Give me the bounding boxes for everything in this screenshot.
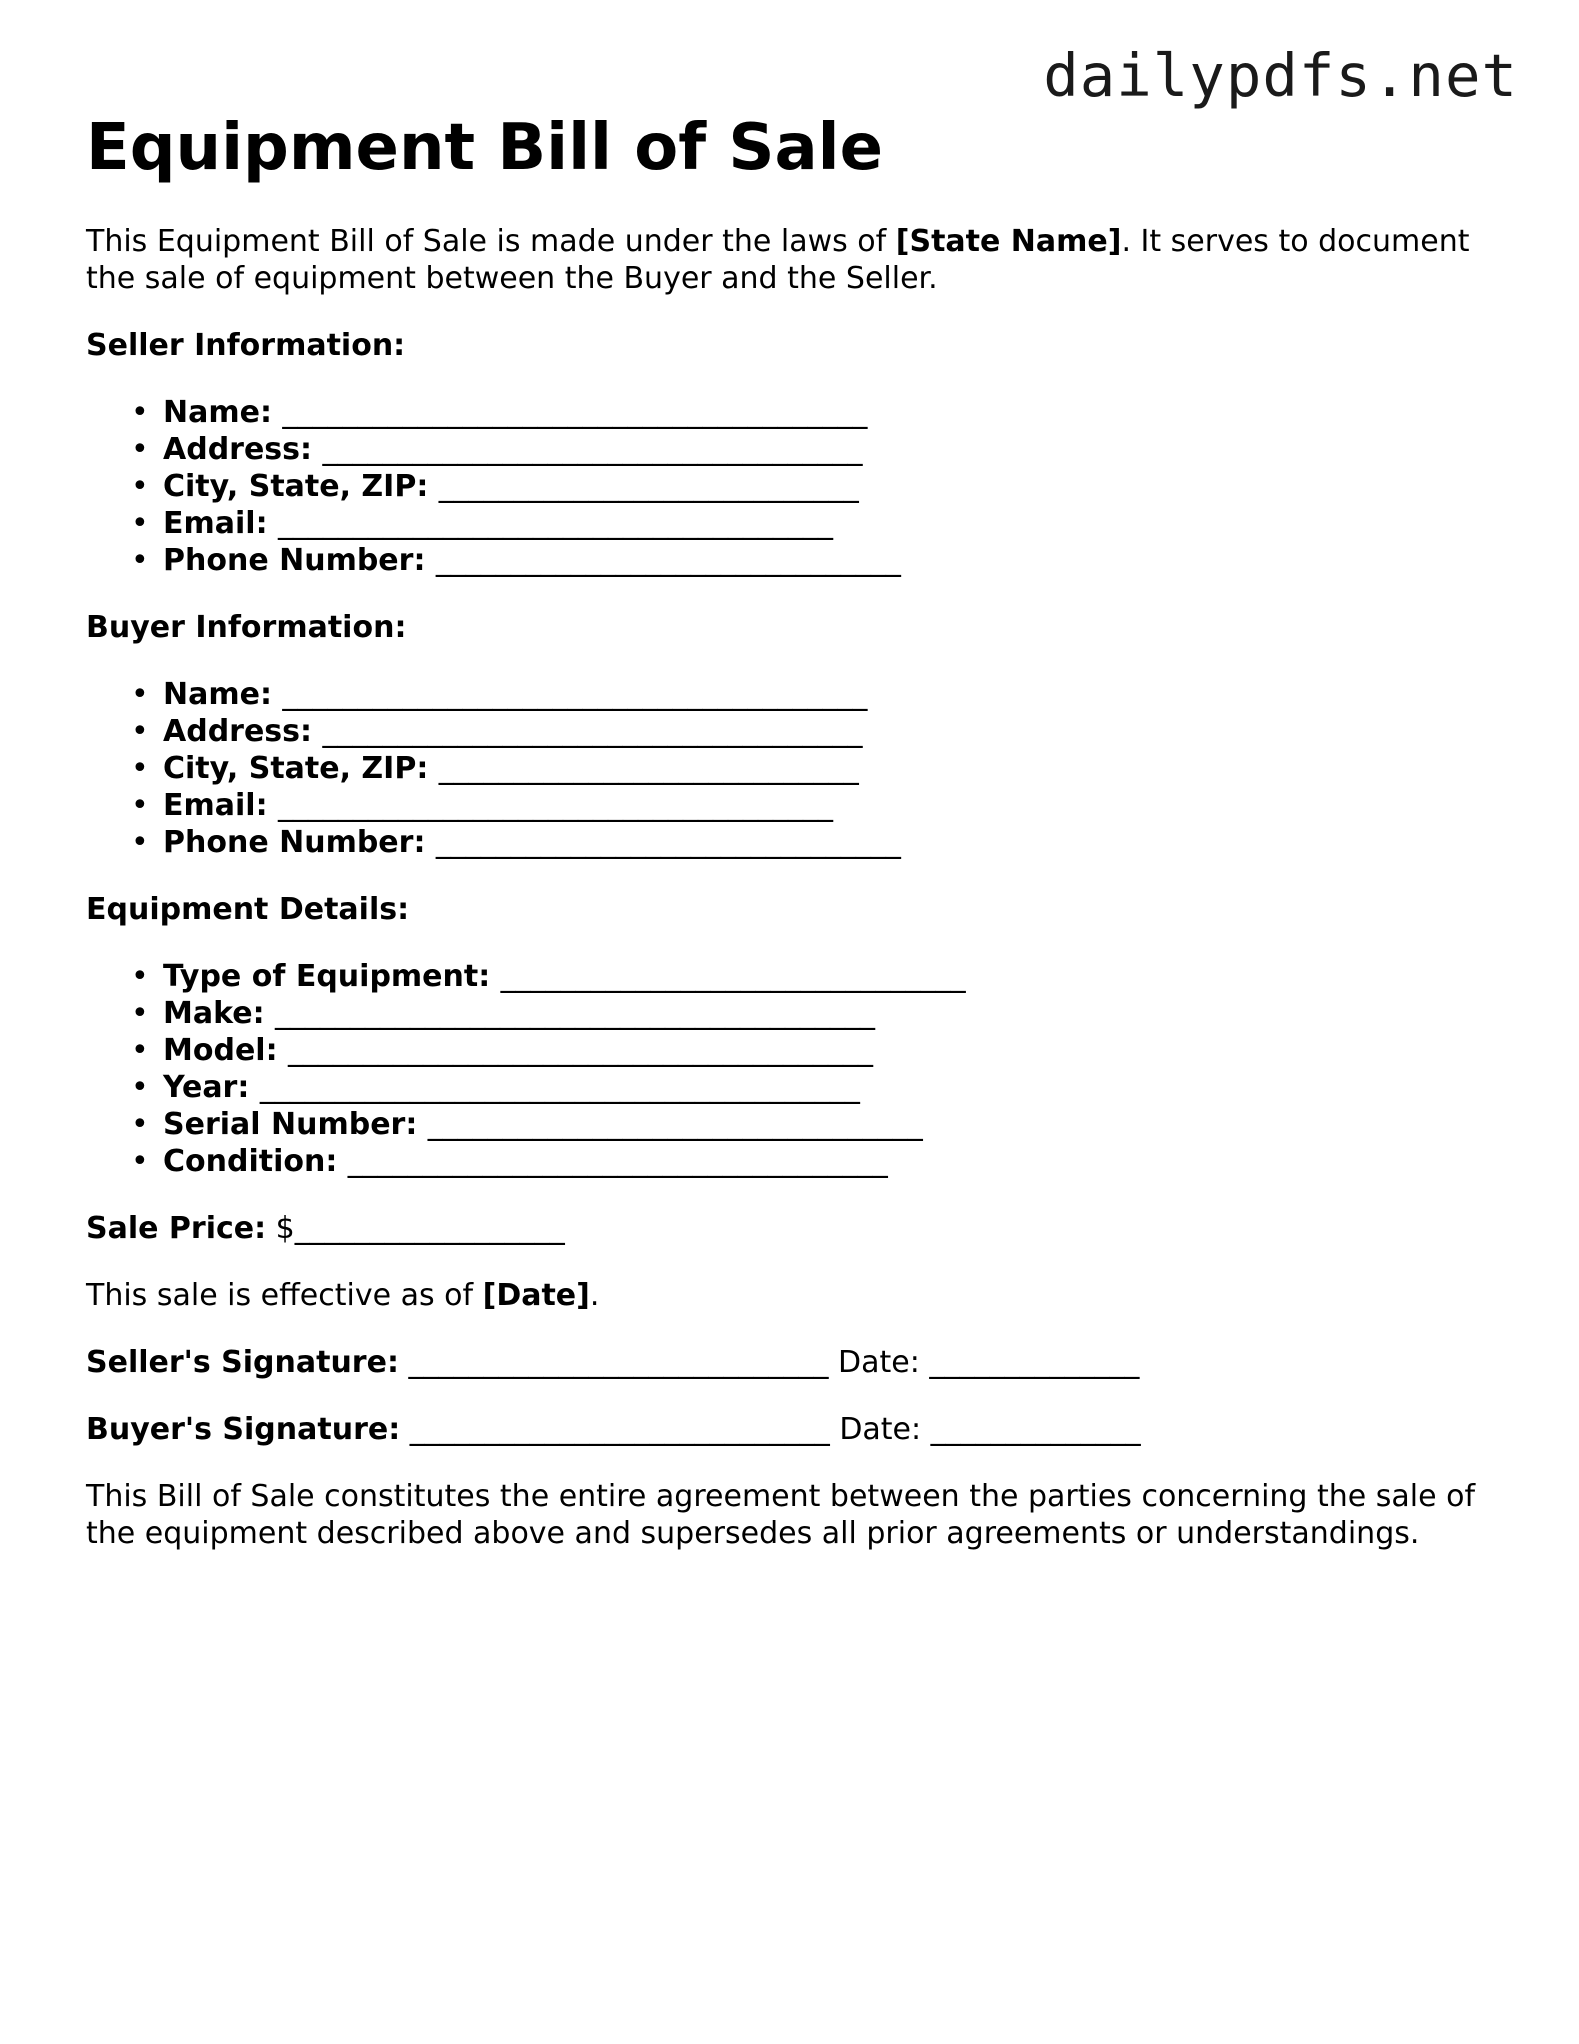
seller-email-field (163, 505, 1506, 542)
intro-paragraph (86, 223, 1506, 297)
field-blank[interactable]: ____________________________________ (347, 1143, 888, 1179)
field-label: Name: (163, 676, 272, 712)
seller-section-heading: Seller Information: (86, 327, 406, 363)
buyer-fields-list (86, 676, 1506, 861)
seller-signature-row (86, 1344, 1506, 1381)
field-label: Email: (163, 787, 268, 823)
equipment-section-heading: Equipment Details: (86, 891, 410, 927)
field-blank[interactable]: _______________________________ (500, 958, 966, 994)
watermark-text: dailypdfs.net (1043, 41, 1518, 110)
field-label: Phone Number: (163, 542, 426, 578)
equipment-model-field (163, 1032, 1506, 1069)
field-label: Condition: (163, 1143, 338, 1179)
equipment-fields-list (86, 958, 1506, 1180)
closing-paragraph: This Bill of Sale constitutes the entire agreement between the parties concerning the sale of the equipment described above and supersedes all prior agreements or understandings. (86, 1478, 1476, 1551)
seller-signature-line[interactable]: ____________________________ (408, 1344, 829, 1380)
field-blank[interactable]: ____________________________ (438, 750, 859, 786)
field-label: Name: (163, 394, 272, 430)
sale-price-line (86, 1210, 1506, 1247)
field-blank[interactable]: ________________________________________ (259, 1069, 860, 1105)
field-label: Year: (163, 1069, 250, 1105)
equipment-type-field (163, 958, 1506, 995)
seller-city-state-zip-field (163, 468, 1506, 505)
field-label: Model: (163, 1032, 278, 1068)
field-label: City, State, ZIP: (163, 750, 429, 786)
buyer-section-heading: Buyer Information: (86, 609, 407, 645)
document-title: Equipment Bill of Sale (86, 111, 883, 185)
effective-date-line (86, 1277, 1506, 1314)
seller-signature-date[interactable]: Date: ______________ (838, 1344, 1140, 1380)
field-blank[interactable]: _______________________________________ (282, 676, 868, 712)
field-label: City, State, ZIP: (163, 468, 429, 504)
sale-price-label: Sale Price: (86, 1210, 267, 1246)
sale-price-blank[interactable]: $__________________ (275, 1210, 565, 1246)
buyer-signature-line[interactable]: ____________________________ (409, 1411, 830, 1447)
seller-fields-list (86, 394, 1506, 579)
field-blank[interactable]: ________________________________________ (275, 995, 876, 1031)
buyer-signature-label: Buyer's Signature: (86, 1411, 401, 1447)
field-blank[interactable]: ____________________________________ (322, 431, 863, 467)
state-name-placeholder: [State Name] (895, 223, 1122, 259)
field-blank[interactable]: _____________________________________ (278, 787, 834, 823)
field-blank[interactable]: ____________________________ (438, 468, 859, 504)
document-page (86, 112, 1506, 1552)
seller-name-field (163, 394, 1506, 431)
effective-text-before: This sale is effective as of (86, 1277, 483, 1313)
date-placeholder: [Date] (482, 1277, 590, 1313)
field-blank[interactable]: _____________________________________ (278, 505, 834, 541)
buyer-phone-field (163, 824, 1506, 861)
seller-address-field (163, 431, 1506, 468)
field-label: Type of Equipment: (163, 958, 491, 994)
effective-text-after: . (589, 1277, 600, 1313)
field-blank[interactable]: _______________________________ (435, 542, 901, 578)
buyer-address-field (163, 713, 1506, 750)
field-blank[interactable]: _______________________________ (435, 824, 901, 860)
field-label: Serial Number: (163, 1106, 418, 1142)
buyer-city-state-zip-field (163, 750, 1506, 787)
intro-text-before: This Equipment Bill of Sale is made under the laws of (86, 223, 896, 259)
equipment-condition-field (163, 1143, 1506, 1180)
seller-phone-field (163, 542, 1506, 579)
field-label: Address: (163, 431, 313, 467)
equipment-year-field (163, 1069, 1506, 1106)
field-label: Email: (163, 505, 268, 541)
equipment-serial-number-field (163, 1106, 1506, 1143)
field-label: Phone Number: (163, 824, 426, 860)
seller-signature-label: Seller's Signature: (86, 1344, 399, 1380)
field-blank[interactable]: _________________________________ (427, 1106, 923, 1142)
buyer-signature-date[interactable]: Date: ______________ (839, 1411, 1141, 1447)
field-label: Make: (163, 995, 265, 1031)
intro-text-after: . It serves to document the sale of equipment between the Buyer and the Seller. (86, 223, 1470, 296)
equipment-make-field (163, 995, 1506, 1032)
field-blank[interactable]: ____________________________________ (322, 713, 863, 749)
field-blank[interactable]: _______________________________________ (288, 1032, 874, 1068)
field-blank[interactable]: _______________________________________ (282, 394, 868, 430)
field-label: Address: (163, 713, 313, 749)
buyer-email-field (163, 787, 1506, 824)
buyer-signature-row (86, 1411, 1506, 1448)
buyer-name-field (163, 676, 1506, 713)
